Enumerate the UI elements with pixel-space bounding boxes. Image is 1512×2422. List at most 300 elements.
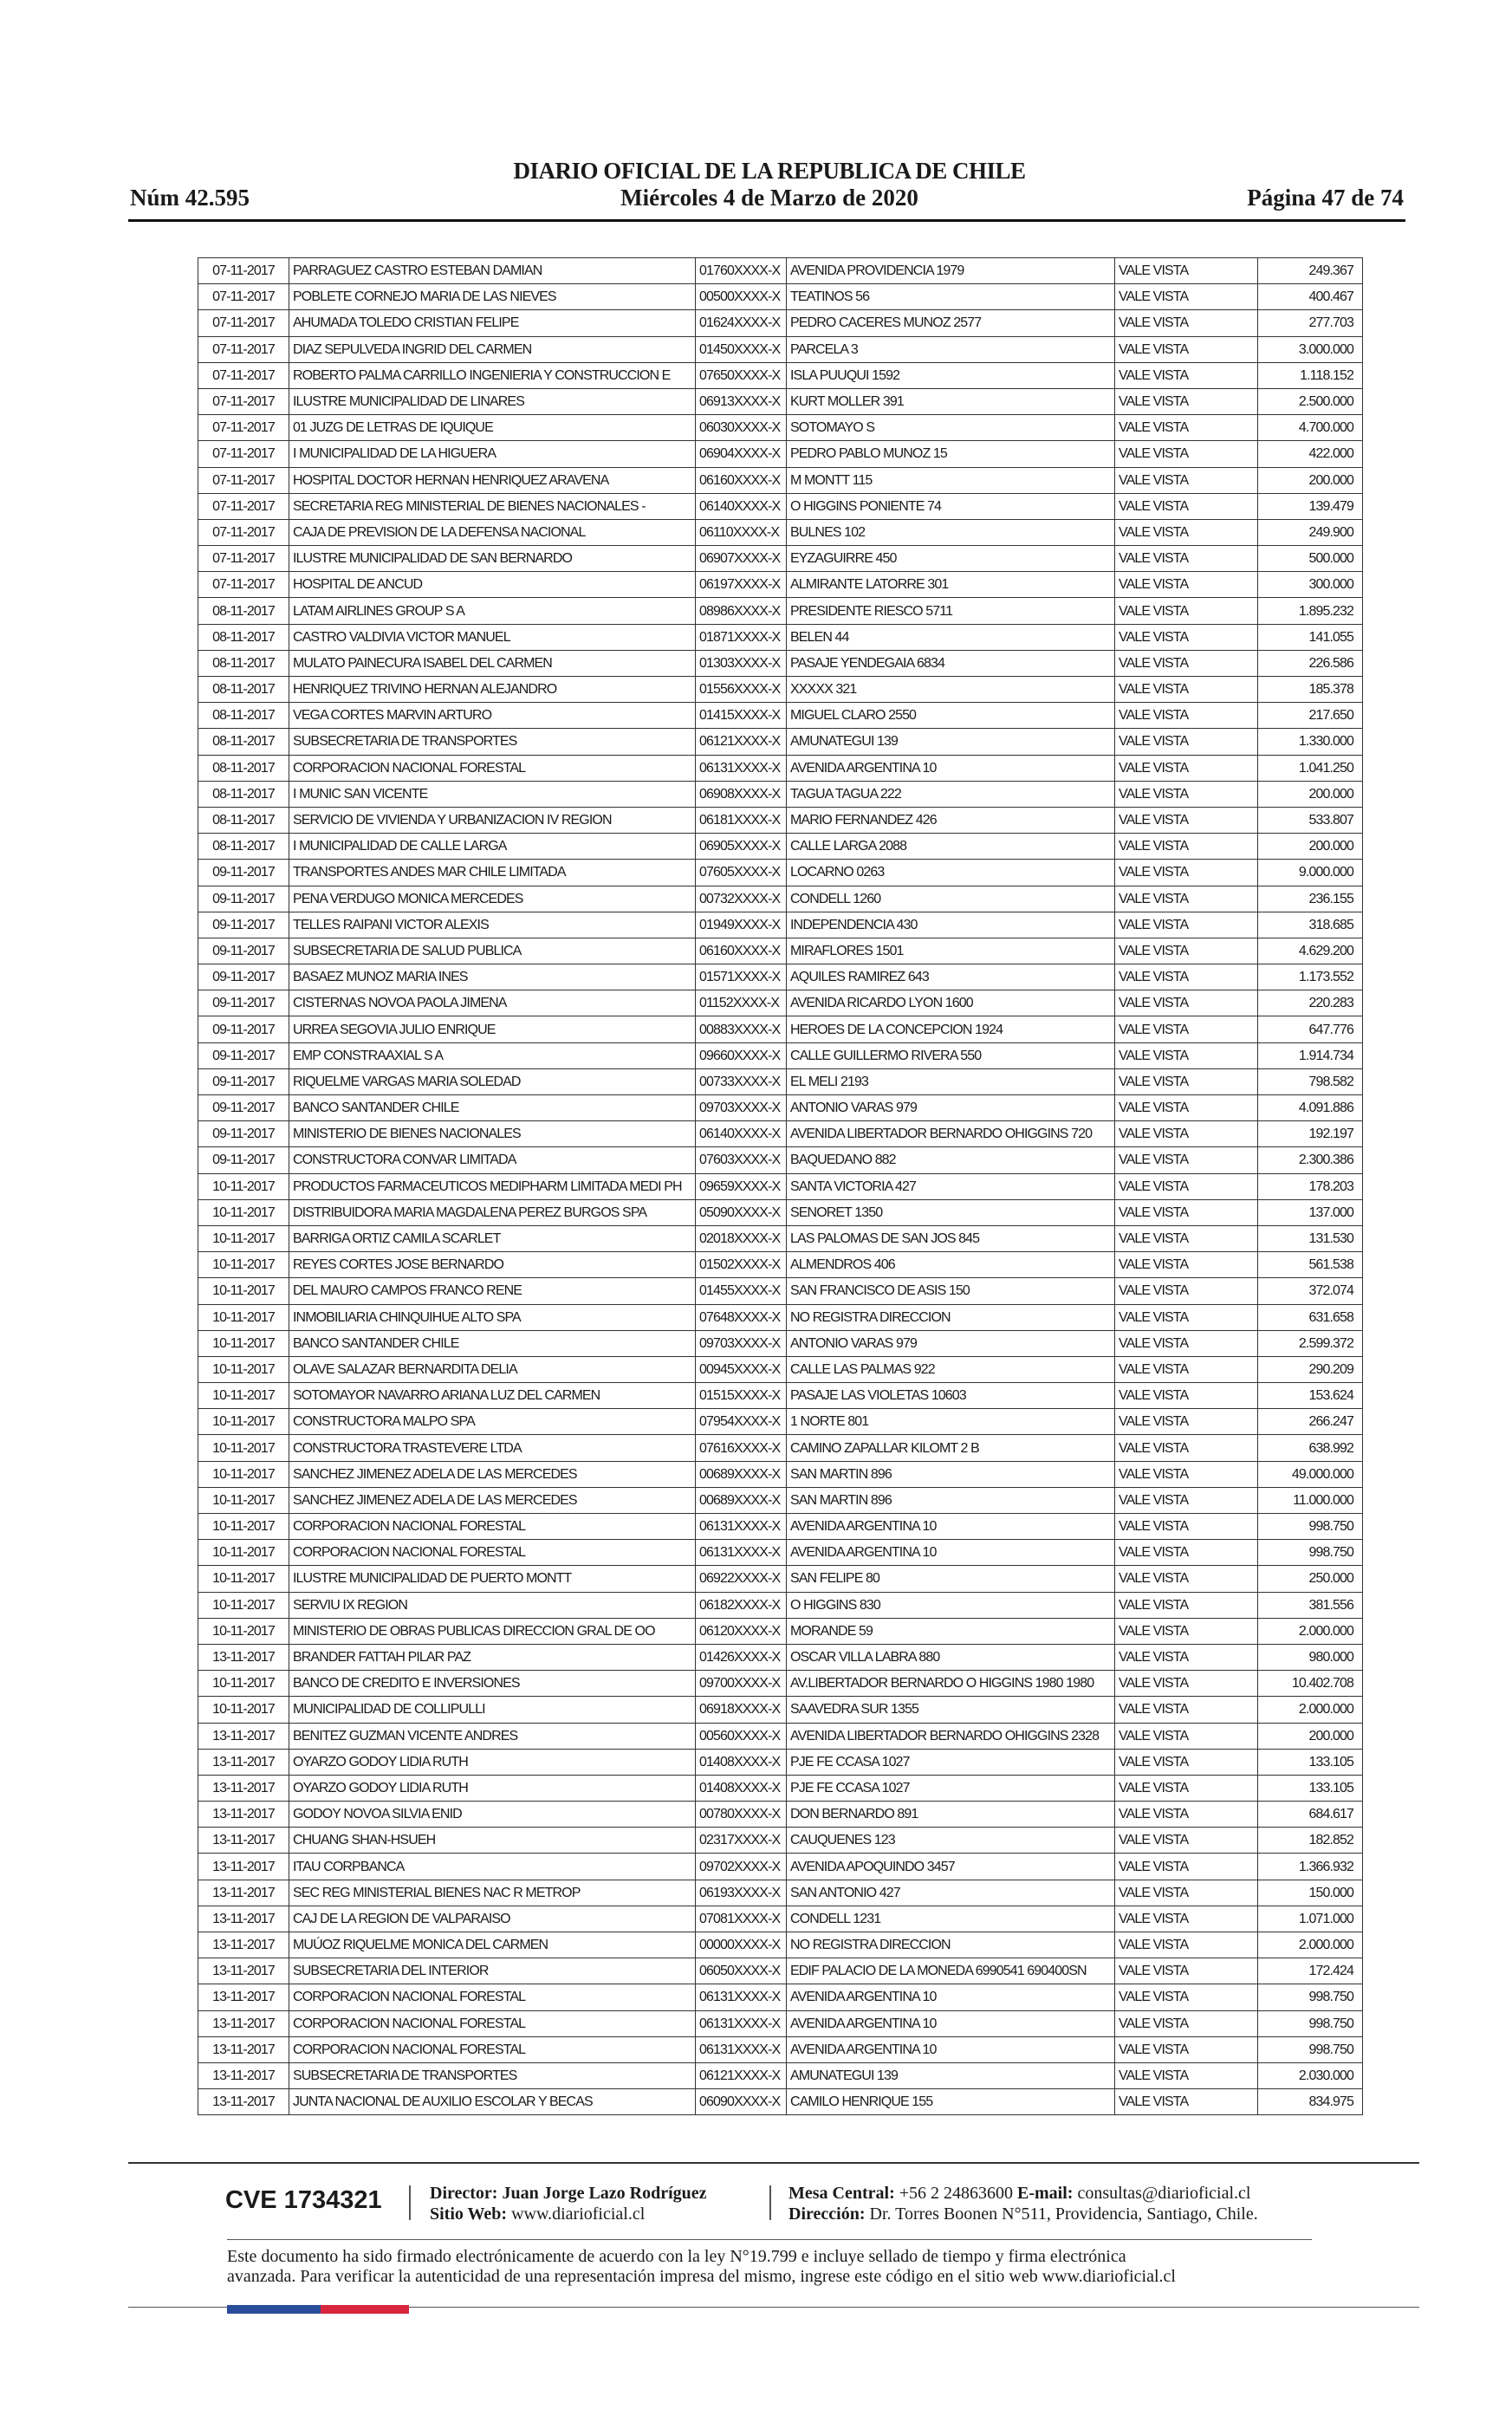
name-cell: INMOBILIARIA CHINQUIHUE ALTO SPA <box>289 1304 696 1330</box>
name-cell: CAJ DE LA REGION DE VALPARAISO <box>289 1906 696 1932</box>
doc-type-cell: VALE VISTA <box>1115 1173 1258 1199</box>
address-cell: O HIGGINS 830 <box>787 1592 1115 1618</box>
doc-type-cell: VALE VISTA <box>1115 388 1258 414</box>
date-cell: 09-11-2017 <box>198 990 289 1016</box>
table-row <box>198 677 1363 703</box>
date-cell: 07-11-2017 <box>198 388 289 414</box>
address-cell: EYZAGUIRRE 450 <box>787 546 1115 572</box>
date-cell: 13-11-2017 <box>198 1775 289 1801</box>
rut-cell: 00732XXXX-X <box>696 886 787 912</box>
doc-type-cell: VALE VISTA <box>1115 938 1258 964</box>
date-cell: 13-11-2017 <box>198 1906 289 1932</box>
amount-cell: 3.000.000 <box>1258 336 1363 362</box>
date-cell: 08-11-2017 <box>198 598 289 624</box>
table-row <box>198 1802 1363 1828</box>
table-row <box>198 1330 1363 1356</box>
doc-type-cell: VALE VISTA <box>1115 1906 1258 1932</box>
table-row <box>198 1514 1363 1540</box>
table-row <box>198 1409 1363 1435</box>
rut-cell: 06131XXXX-X <box>696 755 787 781</box>
rut-cell: 01415XXXX-X <box>696 703 787 729</box>
table-row <box>198 493 1363 519</box>
name-cell: TRANSPORTES ANDES MAR CHILE LIMITADA <box>289 860 696 886</box>
address-cell: M MONTT 115 <box>787 467 1115 493</box>
amount-cell: 200.000 <box>1258 781 1363 807</box>
address-cell: CAMILO HENRIQUE 155 <box>787 2089 1115 2115</box>
table-row <box>198 938 1363 964</box>
address-cell: SENORET 1350 <box>787 1199 1115 1225</box>
name-cell: REYES CORTES JOSE BERNARDO <box>289 1252 696 1278</box>
rut-cell: 06913XXXX-X <box>696 388 787 414</box>
date-cell: 09-11-2017 <box>198 860 289 886</box>
name-cell: POBLETE CORNEJO MARIA DE LAS NIEVES <box>289 284 696 310</box>
address-cell: PEDRO PABLO MUNOZ 15 <box>787 441 1115 467</box>
name-cell: CORPORACION NACIONAL FORESTAL <box>289 1984 696 2010</box>
address-cell: SAN MARTIN 896 <box>787 1461 1115 1487</box>
table-row <box>198 729 1363 755</box>
rut-cell: 01571XXXX-X <box>696 964 787 990</box>
address-cell: AMUNATEGUI 139 <box>787 729 1115 755</box>
doc-type-cell: VALE VISTA <box>1115 1225 1258 1251</box>
address-cell: PEDRO CACERES MUNOZ 2577 <box>787 310 1115 336</box>
name-cell: CORPORACION NACIONAL FORESTAL <box>289 1540 696 1566</box>
address-cell: CALLE GUILLERMO RIVERA 550 <box>787 1042 1115 1068</box>
date-cell: 13-11-2017 <box>198 1854 289 1880</box>
name-cell: OLAVE SALAZAR BERNARDITA DELIA <box>289 1356 696 1382</box>
address-cell: AVENIDA ARGENTINA 10 <box>787 2036 1115 2062</box>
name-cell: SERVICIO DE VIVIENDA Y URBANIZACION IV REGION <box>289 807 696 833</box>
doc-type-cell: VALE VISTA <box>1115 677 1258 703</box>
rut-cell: 06131XXXX-X <box>696 2036 787 2062</box>
rut-cell: 01871XXXX-X <box>696 624 787 650</box>
date-cell: 13-11-2017 <box>198 2036 289 2062</box>
web-link[interactable]: www.diarioficial.cl <box>511 2204 646 2224</box>
issue-number: Núm 42.595 <box>130 185 250 211</box>
name-cell: SANCHEZ JIMENEZ ADELA DE LAS MERCEDES <box>289 1461 696 1487</box>
table-row <box>198 886 1363 912</box>
doc-type-cell: VALE VISTA <box>1115 807 1258 833</box>
rut-cell: 00733XXXX-X <box>696 1068 787 1094</box>
amount-cell: 998.750 <box>1258 1540 1363 1566</box>
rut-cell: 07648XXXX-X <box>696 1304 787 1330</box>
doc-type-cell: VALE VISTA <box>1115 886 1258 912</box>
doc-type-cell: VALE VISTA <box>1115 703 1258 729</box>
name-cell: ILUSTRE MUNICIPALIDAD DE LINARES <box>289 388 696 414</box>
table-row <box>198 1723 1363 1749</box>
amount-cell: 998.750 <box>1258 2010 1363 2036</box>
name-cell: SUBSECRETARIA DE TRANSPORTES <box>289 729 696 755</box>
doc-type-cell: VALE VISTA <box>1115 1016 1258 1042</box>
doc-type-cell: VALE VISTA <box>1115 1121 1258 1147</box>
rut-cell: 08986XXXX-X <box>696 598 787 624</box>
amount-cell: 2.000.000 <box>1258 1618 1363 1644</box>
name-cell: CORPORACION NACIONAL FORESTAL <box>289 1514 696 1540</box>
amount-cell: 200.000 <box>1258 467 1363 493</box>
rut-cell: 09700XXXX-X <box>696 1671 787 1697</box>
address-cell: EL MELI 2193 <box>787 1068 1115 1094</box>
date-cell: 10-11-2017 <box>198 1435 289 1461</box>
amount-cell: 153.624 <box>1258 1383 1363 1409</box>
name-cell: JUNTA NACIONAL DE AUXILIO ESCOLAR Y BECAS <box>289 2089 696 2115</box>
doc-type-cell: VALE VISTA <box>1115 964 1258 990</box>
date-cell: 09-11-2017 <box>198 1147 289 1173</box>
address-cell: SANTA VICTORIA 427 <box>787 1173 1115 1199</box>
doc-type-cell: VALE VISTA <box>1115 1723 1258 1749</box>
date-cell: 10-11-2017 <box>198 1330 289 1356</box>
name-cell: EMP CONSTRAAXIAL S A <box>289 1042 696 1068</box>
doc-type-cell: VALE VISTA <box>1115 834 1258 860</box>
table-row <box>198 1068 1363 1094</box>
doc-type-cell: VALE VISTA <box>1115 441 1258 467</box>
mesa-phone: +56 2 24863600 <box>899 2184 1014 2203</box>
name-cell: CONSTRUCTORA TRASTEVERE LTDA <box>289 1435 696 1461</box>
address-cell: AVENIDA APOQUINDO 3457 <box>787 1854 1115 1880</box>
table-row <box>198 1906 1363 1932</box>
name-cell: MINISTERIO DE OBRAS PUBLICAS DIRECCION GRAL DE OO <box>289 1618 696 1644</box>
date-cell: 13-11-2017 <box>198 2062 289 2088</box>
amount-cell: 290.209 <box>1258 1356 1363 1382</box>
amount-cell: 533.807 <box>1258 807 1363 833</box>
amount-cell: 226.586 <box>1258 650 1363 676</box>
rut-cell: 01949XXXX-X <box>696 912 787 938</box>
table-row <box>198 388 1363 414</box>
table-row <box>198 310 1363 336</box>
amount-cell: 1.366.932 <box>1258 1854 1363 1880</box>
issue-date: Miércoles 4 de Marzo de 2020 <box>620 185 918 211</box>
table-row <box>198 2036 1363 2062</box>
name-cell: CORPORACION NACIONAL FORESTAL <box>289 755 696 781</box>
table-row <box>198 467 1363 493</box>
doc-type-cell: VALE VISTA <box>1115 1095 1258 1121</box>
rut-cell: 06160XXXX-X <box>696 938 787 964</box>
rut-cell: 06197XXXX-X <box>696 572 787 598</box>
records-table <box>198 257 1363 2115</box>
amount-cell: 141.055 <box>1258 624 1363 650</box>
table-row <box>198 1199 1363 1225</box>
address-cell: AVENIDA ARGENTINA 10 <box>787 2010 1115 2036</box>
date-cell: 10-11-2017 <box>198 1173 289 1199</box>
name-cell: VEGA CORTES MARVIN ARTURO <box>289 703 696 729</box>
name-cell: SUBSECRETARIA DE SALUD PUBLICA <box>289 938 696 964</box>
address-cell: CAUQUENES 123 <box>787 1828 1115 1854</box>
table-row <box>198 1278 1363 1304</box>
date-cell: 08-11-2017 <box>198 755 289 781</box>
table-row <box>198 1618 1363 1644</box>
doc-type-cell: VALE VISTA <box>1115 1749 1258 1775</box>
date-cell: 10-11-2017 <box>198 1514 289 1540</box>
rut-cell: 07954XXXX-X <box>696 1409 787 1435</box>
amount-cell: 249.900 <box>1258 519 1363 545</box>
doc-type-cell: VALE VISTA <box>1115 336 1258 362</box>
address-label: Dirección: <box>788 2204 866 2224</box>
rut-cell: 00883XXXX-X <box>696 1016 787 1042</box>
name-cell: MUÚOZ RIQUELME MONICA DEL CARMEN <box>289 1932 696 1958</box>
amount-cell: 400.467 <box>1258 284 1363 310</box>
email-link[interactable]: consultas@diarioficial.cl <box>1077 2184 1251 2203</box>
table-row <box>198 1304 1363 1330</box>
date-cell: 07-11-2017 <box>198 519 289 545</box>
doc-type-cell: VALE VISTA <box>1115 1854 1258 1880</box>
doc-type-cell: VALE VISTA <box>1115 1383 1258 1409</box>
table-row <box>198 1671 1363 1697</box>
table-row <box>198 755 1363 781</box>
doc-type-cell: VALE VISTA <box>1115 415 1258 441</box>
amount-cell: 1.330.000 <box>1258 729 1363 755</box>
name-cell: I MUNICIPALIDAD DE LA HIGUERA <box>289 441 696 467</box>
name-cell: ILUSTRE MUNICIPALIDAD DE SAN BERNARDO <box>289 546 696 572</box>
rut-cell: 00689XXXX-X <box>696 1461 787 1487</box>
legal-notice <box>227 2247 1353 2287</box>
rut-cell: 00689XXXX-X <box>696 1487 787 1513</box>
date-cell: 13-11-2017 <box>198 1749 289 1775</box>
footer-inner-divider <box>227 2239 1312 2240</box>
table-row <box>198 912 1363 938</box>
name-cell: SECRETARIA REG MINISTERIAL DE BIENES NACIONALES - <box>289 493 696 519</box>
date-cell: 13-11-2017 <box>198 1880 289 1906</box>
date-cell: 10-11-2017 <box>198 1540 289 1566</box>
address-cell: CALLE LAS PALMAS 922 <box>787 1356 1115 1382</box>
doc-type-cell: VALE VISTA <box>1115 2036 1258 2062</box>
table-row <box>198 1775 1363 1801</box>
table-row <box>198 1828 1363 1854</box>
date-cell: 09-11-2017 <box>198 1068 289 1094</box>
amount-cell: 318.685 <box>1258 912 1363 938</box>
amount-cell: 249.367 <box>1258 258 1363 284</box>
date-cell: 08-11-2017 <box>198 703 289 729</box>
doc-type-cell: VALE VISTA <box>1115 1592 1258 1618</box>
rut-cell: 06922XXXX-X <box>696 1566 787 1592</box>
rut-cell: 00780XXXX-X <box>696 1802 787 1828</box>
rut-cell: 01426XXXX-X <box>696 1644 787 1670</box>
cve-code: CVE 1734321 <box>225 2186 382 2214</box>
date-cell: 10-11-2017 <box>198 1461 289 1487</box>
footer-divider <box>128 2162 1419 2164</box>
amount-cell: 998.750 <box>1258 1514 1363 1540</box>
address-cell: SAAVEDRA SUR 1355 <box>787 1697 1115 1723</box>
name-cell: PRODUCTOS FARMACEUTICOS MEDIPHARM LIMITADA MEDI PH <box>289 1173 696 1199</box>
date-cell: 07-11-2017 <box>198 336 289 362</box>
rut-cell: 06121XXXX-X <box>696 2062 787 2088</box>
amount-cell: 250.000 <box>1258 1566 1363 1592</box>
address-cell: O HIGGINS PONIENTE 74 <box>787 493 1115 519</box>
date-cell: 10-11-2017 <box>198 1252 289 1278</box>
amount-cell: 1.118.152 <box>1258 362 1363 388</box>
rut-cell: 09702XXXX-X <box>696 1854 787 1880</box>
doc-type-cell: VALE VISTA <box>1115 1304 1258 1330</box>
rut-cell: 07603XXXX-X <box>696 1147 787 1173</box>
amount-cell: 300.000 <box>1258 572 1363 598</box>
name-cell: I MUNIC SAN VICENTE <box>289 781 696 807</box>
rut-cell: 06050XXXX-X <box>696 1958 787 1984</box>
amount-cell: 150.000 <box>1258 1880 1363 1906</box>
doc-type-cell: VALE VISTA <box>1115 284 1258 310</box>
rut-cell: 09659XXXX-X <box>696 1173 787 1199</box>
doc-type-cell: VALE VISTA <box>1115 1540 1258 1566</box>
date-cell: 07-11-2017 <box>198 467 289 493</box>
doc-type-cell: VALE VISTA <box>1115 1958 1258 1984</box>
address-cell: PASAJE YENDEGAIA 6834 <box>787 650 1115 676</box>
date-cell: 10-11-2017 <box>198 1592 289 1618</box>
address-cell: AVENIDA LIBERTADOR BERNARDO OHIGGINS 2328 <box>787 1723 1115 1749</box>
rut-cell: 05090XXXX-X <box>696 1199 787 1225</box>
name-cell: 01 JUZG DE LETRAS DE IQUIQUE <box>289 415 696 441</box>
table-row <box>198 258 1363 284</box>
address-cell: ISLA PUUQUI 1592 <box>787 362 1115 388</box>
amount-cell: 133.105 <box>1258 1749 1363 1775</box>
records-table-body <box>198 258 1363 2115</box>
table-row <box>198 2089 1363 2115</box>
date-cell: 13-11-2017 <box>198 2089 289 2115</box>
doc-type-cell: VALE VISTA <box>1115 1697 1258 1723</box>
amount-cell: 372.074 <box>1258 1278 1363 1304</box>
rut-cell: 06131XXXX-X <box>696 2010 787 2036</box>
name-cell: ROBERTO PALMA CARRILLO INGENIERIA Y CONSTRUCCION E <box>289 362 696 388</box>
name-cell: CONSTRUCTORA CONVAR LIMITADA <box>289 1147 696 1173</box>
table-row <box>198 964 1363 990</box>
table-row <box>198 624 1363 650</box>
address-cell: KURT MOLLER 391 <box>787 388 1115 414</box>
amount-cell: 139.479 <box>1258 493 1363 519</box>
amount-cell: 9.000.000 <box>1258 860 1363 886</box>
address-cell: SAN ANTONIO 427 <box>787 1880 1115 1906</box>
amount-cell: 2.030.000 <box>1258 2062 1363 2088</box>
name-cell: ITAU CORPBANCA <box>289 1854 696 1880</box>
doc-type-cell: VALE VISTA <box>1115 1775 1258 1801</box>
rut-cell: 09703XXXX-X <box>696 1330 787 1356</box>
mesa-label: Mesa Central: <box>788 2184 895 2203</box>
footer-separator <box>769 2185 771 2220</box>
name-cell: BENITEZ GUZMAN VICENTE ANDRES <box>289 1723 696 1749</box>
address-cell: TEATINOS 56 <box>787 284 1115 310</box>
rut-cell: 06140XXXX-X <box>696 1121 787 1147</box>
doc-type-cell: VALE VISTA <box>1115 519 1258 545</box>
amount-cell: 684.617 <box>1258 1802 1363 1828</box>
table-row <box>198 1461 1363 1487</box>
date-cell: 07-11-2017 <box>198 258 289 284</box>
date-cell: 13-11-2017 <box>198 1958 289 1984</box>
name-cell: HOSPITAL DOCTOR HERNAN HENRIQUEZ ARAVENA <box>289 467 696 493</box>
address-cell: PJE FE CCASA 1027 <box>787 1749 1115 1775</box>
doc-type-cell: VALE VISTA <box>1115 1984 1258 2010</box>
table-row <box>198 1042 1363 1068</box>
address-cell: AVENIDA LIBERTADOR BERNARDO OHIGGINS 720 <box>787 1121 1115 1147</box>
date-cell: 07-11-2017 <box>198 493 289 519</box>
address-cell: ALMIRANTE LATORRE 301 <box>787 572 1115 598</box>
name-cell: AHUMADA TOLEDO CRISTIAN FELIPE <box>289 310 696 336</box>
name-cell: BARRIGA ORTIZ CAMILA SCARLET <box>289 1225 696 1251</box>
table-row <box>198 1644 1363 1670</box>
address-cell: MIGUEL CLARO 2550 <box>787 703 1115 729</box>
table-row <box>198 1147 1363 1173</box>
address-cell: TAGUA TAGUA 222 <box>787 781 1115 807</box>
doc-type-cell: VALE VISTA <box>1115 650 1258 676</box>
page-indicator: Página 47 de 74 <box>1247 185 1404 211</box>
footer-separator <box>409 2185 411 2220</box>
doc-type-cell: VALE VISTA <box>1115 362 1258 388</box>
amount-cell: 2.599.372 <box>1258 1330 1363 1356</box>
name-cell: OYARZO GODOY LIDIA RUTH <box>289 1775 696 1801</box>
amount-cell: 798.582 <box>1258 1068 1363 1094</box>
name-cell: I MUNICIPALIDAD DE CALLE LARGA <box>289 834 696 860</box>
table-row <box>198 441 1363 467</box>
name-cell: CORPORACION NACIONAL FORESTAL <box>289 2036 696 2062</box>
date-cell: 09-11-2017 <box>198 964 289 990</box>
rut-cell: 06131XXXX-X <box>696 1984 787 2010</box>
amount-cell: 1.041.250 <box>1258 755 1363 781</box>
doc-type-cell: VALE VISTA <box>1115 2010 1258 2036</box>
name-cell: SOTOMAYOR NAVARRO ARIANA LUZ DEL CARMEN <box>289 1383 696 1409</box>
rut-cell: 06030XXXX-X <box>696 415 787 441</box>
date-cell: 10-11-2017 <box>198 1566 289 1592</box>
date-cell: 07-11-2017 <box>198 284 289 310</box>
page-header <box>128 156 1411 217</box>
address-cell: AVENIDA ARGENTINA 10 <box>787 1540 1115 1566</box>
doc-type-cell: VALE VISTA <box>1115 990 1258 1016</box>
rut-cell: 00945XXXX-X <box>696 1356 787 1382</box>
table-row <box>198 2062 1363 2088</box>
name-cell: MULATO PAINECURA ISABEL DEL CARMEN <box>289 650 696 676</box>
amount-cell: 266.247 <box>1258 1409 1363 1435</box>
address-cell: AVENIDA PROVIDENCIA 1979 <box>787 258 1115 284</box>
name-cell: CORPORACION NACIONAL FORESTAL <box>289 2010 696 2036</box>
table-row <box>198 1016 1363 1042</box>
amount-cell: 236.155 <box>1258 886 1363 912</box>
rut-cell: 06131XXXX-X <box>696 1540 787 1566</box>
date-cell: 13-11-2017 <box>198 1984 289 2010</box>
rut-cell: 01450XXXX-X <box>696 336 787 362</box>
table-row <box>198 807 1363 833</box>
amount-cell: 178.203 <box>1258 1173 1363 1199</box>
rut-cell: 06121XXXX-X <box>696 729 787 755</box>
rut-cell: 01152XXXX-X <box>696 990 787 1016</box>
date-cell: 10-11-2017 <box>198 1697 289 1723</box>
amount-cell: 133.105 <box>1258 1775 1363 1801</box>
date-cell: 09-11-2017 <box>198 1121 289 1147</box>
rut-cell: 01455XXXX-X <box>696 1278 787 1304</box>
rut-cell: 06918XXXX-X <box>696 1697 787 1723</box>
date-cell: 13-11-2017 <box>198 2010 289 2036</box>
amount-cell: 172.424 <box>1258 1958 1363 1984</box>
rut-cell: 07616XXXX-X <box>696 1435 787 1461</box>
name-cell: HENRIQUEZ TRIVINO HERNAN ALEJANDRO <box>289 677 696 703</box>
rut-cell: 06181XXXX-X <box>696 807 787 833</box>
name-cell: MINISTERIO DE BIENES NACIONALES <box>289 1121 696 1147</box>
rut-cell: 02317XXXX-X <box>696 1828 787 1854</box>
amount-cell: 182.852 <box>1258 1828 1363 1854</box>
address-cell: MORANDE 59 <box>787 1618 1115 1644</box>
rut-cell: 01515XXXX-X <box>696 1383 787 1409</box>
table-row <box>198 1932 1363 1958</box>
doc-type-cell: VALE VISTA <box>1115 1880 1258 1906</box>
rut-cell: 06131XXXX-X <box>696 1514 787 1540</box>
date-cell: 10-11-2017 <box>198 1278 289 1304</box>
name-cell: TELLES RAIPANI VICTOR ALEXIS <box>289 912 696 938</box>
address-cell: PJE FE CCASA 1027 <box>787 1775 1115 1801</box>
table-row <box>198 2010 1363 2036</box>
name-cell: DISTRIBUIDORA MARIA MAGDALENA PEREZ BURGOS SPA <box>289 1199 696 1225</box>
amount-cell: 631.658 <box>1258 1304 1363 1330</box>
address-cell: DON BERNARDO 891 <box>787 1802 1115 1828</box>
amount-cell: 980.000 <box>1258 1644 1363 1670</box>
name-cell: GODOY NOVOA SILVIA ENID <box>289 1802 696 1828</box>
amount-cell: 4.629.200 <box>1258 938 1363 964</box>
address-cell: XXXXX 321 <box>787 677 1115 703</box>
doc-type-cell: VALE VISTA <box>1115 1435 1258 1461</box>
date-cell: 10-11-2017 <box>198 1487 289 1513</box>
name-cell: CASTRO VALDIVIA VICTOR MANUEL <box>289 624 696 650</box>
table-row <box>198 781 1363 807</box>
table-row <box>198 703 1363 729</box>
